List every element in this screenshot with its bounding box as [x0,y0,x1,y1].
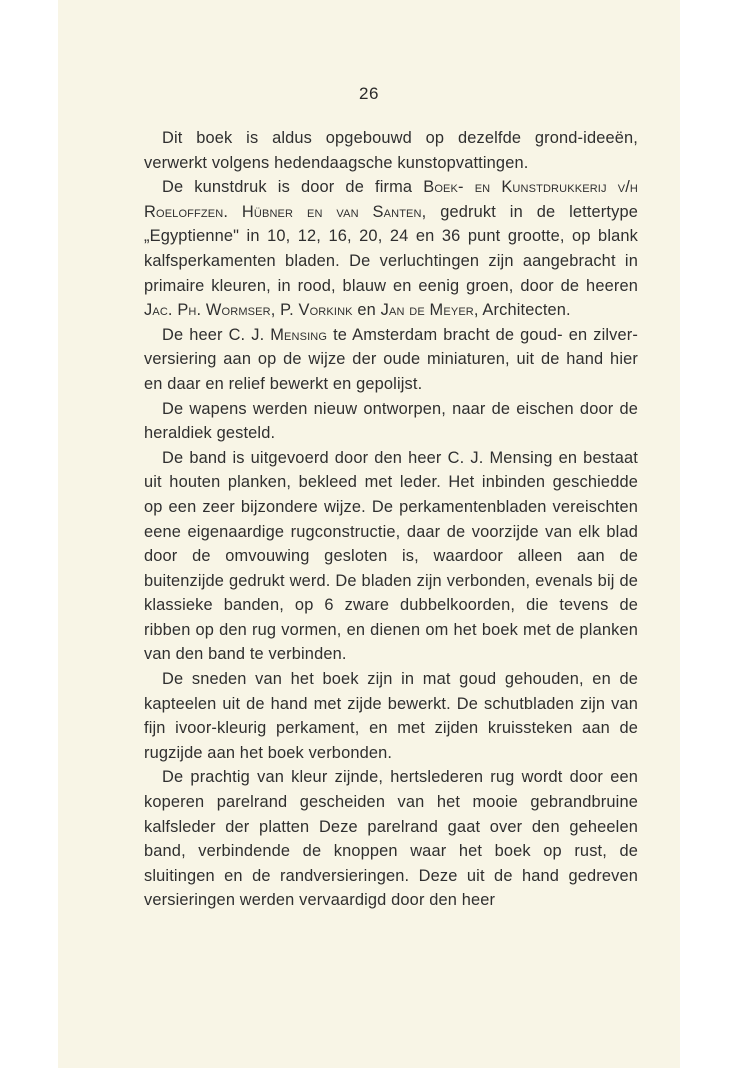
paragraph [144,175,638,323]
text-run: Architecten. [478,301,571,320]
body-text [144,126,638,913]
text-run: De band is uitgevoerd door den heer C. J. Mensing en bestaat uit houten planken, bekleed met leder. Het inbinden geschiedde op een zeer bijzondere wijze. De perkamentenbladen vereischten eene eigenaardige rugconstructie, daar de voorzijde van elk blad door de omvouwing gesloten is, waardoor alleen aan de buitenzijde gedrukt werd. De bladen zijn verbonden, evenals bij de klassieke banden, op 6 zware dubbelkoorden, die tevens de ribben op den rug vormen, en dienen om het boek met de planken van den band te verbinden. [144,448,638,664]
page-number: 26 [359,84,379,103]
text-run: te Amsterdam bracht de goud- en zilver-versiering aan op de wijze der oude miniaturen, uit de hand hier en daar en relief bewerkt en gepolijst. [144,325,638,393]
paragraph [144,323,638,397]
text-run: De sneden van het boek zijn in mat goud gehouden, en de kapteelen uit de hand met zijde bewerkt. De schutbladen zijn van fijn ivoor-kleurig perkament, en met zijden kruissteken aan de rugzijde aan het boek verbonden. [144,670,638,762]
small-caps-run: Mensing [270,325,328,344]
text-run: De wapens werden nieuw ontworpen, naar de eischen door de heraldiek gesteld. [144,399,638,443]
text-run: gedrukt in de lettertype „Egyptienne" in 10, 12, 16, 20, 24 en 36 punt grootte, op blank kalfsperkamenten bladen. De verluchtingen zijn aangebracht in primaire kleuren, in rood, blauw en eenig groen, door de heeren [144,202,638,295]
small-caps-run: Boek- en Kunstdrukkerij v/h Roeloffzen. Hübner en van Santen, [144,178,638,221]
text-run: en [352,301,381,320]
book-page [58,0,680,1068]
paragraph [144,446,638,667]
small-caps-run: Jac. Ph. Wormser, P. Vorkink [144,301,353,320]
text-run: De heer C. J. [162,325,271,344]
text-run: De kunstdruk is door de firma [162,178,424,197]
paragraph [144,126,638,175]
paragraph [144,667,638,765]
paragraph [144,397,638,446]
text-run: Dit boek is aldus opgebouwd op dezelfde grond-ideeën, verwerkt volgens hedendaagsche kunstopvattingen. [144,129,638,172]
paragraph [144,765,638,913]
small-caps-run: Jan de Meyer, [380,301,479,320]
text-run: De prachtig van kleur zijnde, hertslederen rug wordt door een koperen parelrand gescheiden van het mooie gebrandbruine kalfsleder der platten Deze parelrand gaat over den geheelen band, verbindende de knoppen waar het boek op rust, de sluitingen en de randversieringen. Deze uit de hand gedreven versieringen werden vervaardigd door den heer [144,768,638,910]
